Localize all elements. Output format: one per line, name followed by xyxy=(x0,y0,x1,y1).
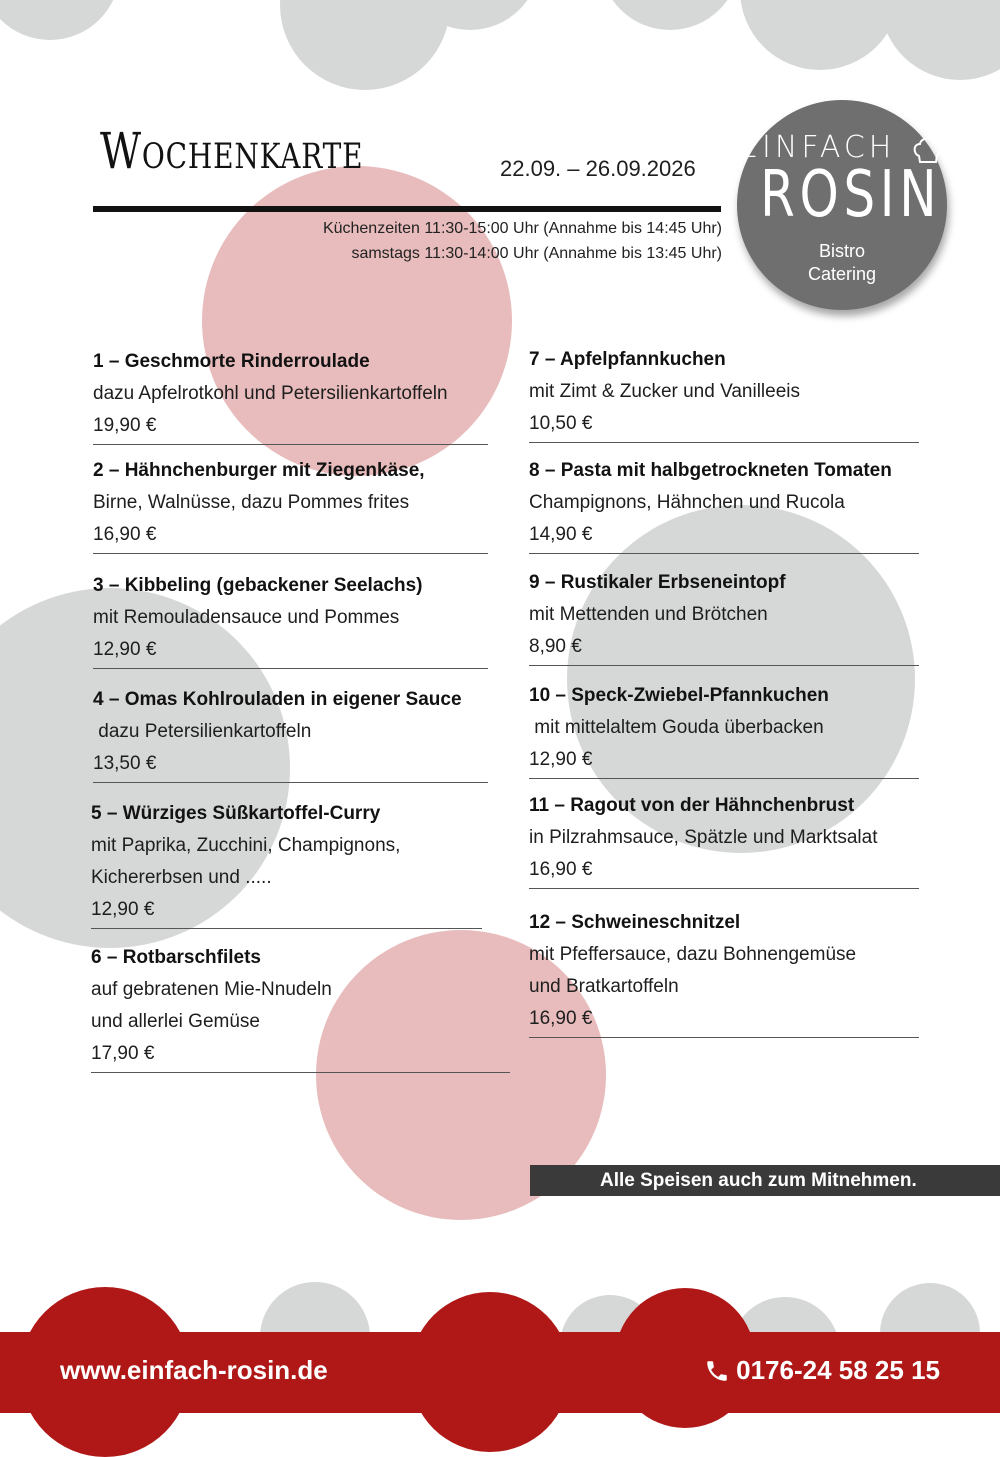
menu-item-price: 17,90 € xyxy=(91,1043,155,1064)
menu-item-11 xyxy=(529,790,919,889)
website-link[interactable]: www.einfach-rosin.de xyxy=(60,1355,328,1385)
menu-item-divider xyxy=(93,553,488,554)
menu-item-3 xyxy=(93,570,488,669)
menu-item-price: 16,90 € xyxy=(529,1008,593,1029)
menu-item-title: 1 – Geschmorte Rinderroulade xyxy=(93,351,370,372)
menu-item-title: 4 – Omas Kohlrouladen in eigener Sauce xyxy=(93,689,462,710)
menu-item-divider xyxy=(93,668,488,669)
menu-item-4 xyxy=(93,684,488,783)
menu-item-price: 13,50 € xyxy=(93,753,157,774)
menu-item-desc: mit Paprika, Zucchini, Champignons, xyxy=(91,835,401,856)
menu-item-divider xyxy=(91,1072,510,1073)
menu-item-desc: und Bratkartoffeln xyxy=(529,976,679,997)
menu-item-price: 16,90 € xyxy=(93,524,157,545)
phone-icon xyxy=(704,1358,730,1384)
page-title: Wochenkarte xyxy=(100,122,364,180)
menu-item-title: 5 – Würziges Süßkartoffel-Curry xyxy=(91,803,381,824)
menu-item-desc: Champignons, Hähnchen und Rucola xyxy=(529,492,845,513)
menu-item-1 xyxy=(93,346,488,445)
menu-item-divider xyxy=(529,888,919,889)
top-cloud-1 xyxy=(0,0,120,40)
hours-weekday: Küchenzeiten 11:30-15:00 Uhr (Annahme bis 14:45 Uhr) xyxy=(322,220,722,237)
menu-item-divider xyxy=(529,553,919,554)
top-cloud-6 xyxy=(880,0,1000,80)
menu-item-title: 6 – Rotbarschfilets xyxy=(91,947,261,968)
menu-item-price: 12,90 € xyxy=(529,749,593,770)
menu-item-title: 9 – Rustikaler Erbseneintopf xyxy=(529,572,786,593)
menu-item-9 xyxy=(529,567,919,666)
menu-item-desc: mit mittelaltem Gouda überbacken xyxy=(529,717,824,738)
menu-item-divider xyxy=(529,1037,919,1038)
logo-line-rosin: ROSIN xyxy=(760,158,942,232)
menu-item-7 xyxy=(529,344,919,443)
phone-number: 0176-24 58 25 15 xyxy=(736,1355,940,1385)
menu-item-price: 8,90 € xyxy=(529,636,582,657)
kitchen-hours xyxy=(323,216,722,266)
menu-item-divider xyxy=(529,442,919,443)
menu-item-5 xyxy=(91,798,482,929)
menu-item-desc: Birne, Walnüsse, dazu Pommes frites xyxy=(93,492,410,513)
menu-item-price: 10,50 € xyxy=(529,413,593,434)
menu-item-6 xyxy=(91,942,510,1073)
menu-item-title: 7 – Apfelpfannkuchen xyxy=(529,349,726,370)
menu-item-8 xyxy=(529,455,919,554)
menu-item-2 xyxy=(93,455,488,554)
menu-item-desc: auf gebratenen Mie-Nnudeln xyxy=(91,979,332,1000)
menu-item-title: 8 – Pasta mit halbgetrockneten Tomaten xyxy=(529,460,892,481)
logo-line-einfach: EINFACH xyxy=(737,130,947,165)
menu-item-divider xyxy=(529,778,919,779)
hours-saturday: samstags 11:30-14:00 Uhr (Annahme bis 13:45 Uhr) xyxy=(351,245,722,262)
menu-item-divider xyxy=(93,444,488,445)
menu-item-10 xyxy=(529,680,919,779)
menu-item-title: 2 – Hähnchenburger mit Ziegenkäse, xyxy=(93,460,425,481)
header-divider xyxy=(93,206,721,212)
menu-item-desc: mit Remouladensauce und Pommes xyxy=(93,607,400,628)
menu-item-title: 3 – Kibbeling (gebackener Seelachs) xyxy=(93,575,423,596)
menu-item-divider xyxy=(91,928,482,929)
menu-item-desc: in Pilzrahmsauce, Spätzle und Marktsalat xyxy=(529,827,878,848)
menu-item-divider xyxy=(93,782,488,783)
menu-item-title: 11 – Ragout von der Hähnchenbrust xyxy=(529,795,855,816)
menu-item-divider xyxy=(529,665,919,666)
menu-item-price: 19,90 € xyxy=(93,415,157,436)
menu-item-title: 12 – Schweineschnitzel xyxy=(529,912,741,933)
menu-item-desc: mit Mettenden und Brötchen xyxy=(529,604,768,625)
menu-item-12 xyxy=(529,907,919,1038)
week-dates: 22.09. – 26.09.2026 xyxy=(500,156,696,181)
menu-item-desc: und allerlei Gemüse xyxy=(91,1011,260,1032)
menu-item-title: 10 – Speck-Zwiebel-Pfannkuchen xyxy=(529,685,829,706)
menu-item-price: 14,90 € xyxy=(529,524,593,545)
menu-item-price: 16,90 € xyxy=(529,859,593,880)
menu-item-price: 12,90 € xyxy=(91,899,155,920)
logo-subtitle: Bistro Catering xyxy=(807,241,877,284)
menu-item-desc: mit Pfeffersauce, dazu Bohnengemüse xyxy=(529,944,857,965)
takeaway-banner: Alle Speisen auch zum Mitnehmen. xyxy=(530,1165,1000,1196)
menu-item-desc: dazu Petersilienkartoffeln xyxy=(93,721,312,742)
menu-item-desc: Kichererbsen und ..... xyxy=(91,867,272,888)
top-cloud-5 xyxy=(740,0,900,70)
menu-item-desc: mit Zimt & Zucker und Vanilleeis xyxy=(529,381,801,402)
logo xyxy=(737,100,947,310)
menu-item-price: 12,90 € xyxy=(93,639,157,660)
phone-link[interactable] xyxy=(704,1355,940,1386)
menu-item-desc: dazu Apfelrotkohl und Petersilienkartoffeln xyxy=(93,383,448,404)
top-cloud-4 xyxy=(600,0,740,30)
